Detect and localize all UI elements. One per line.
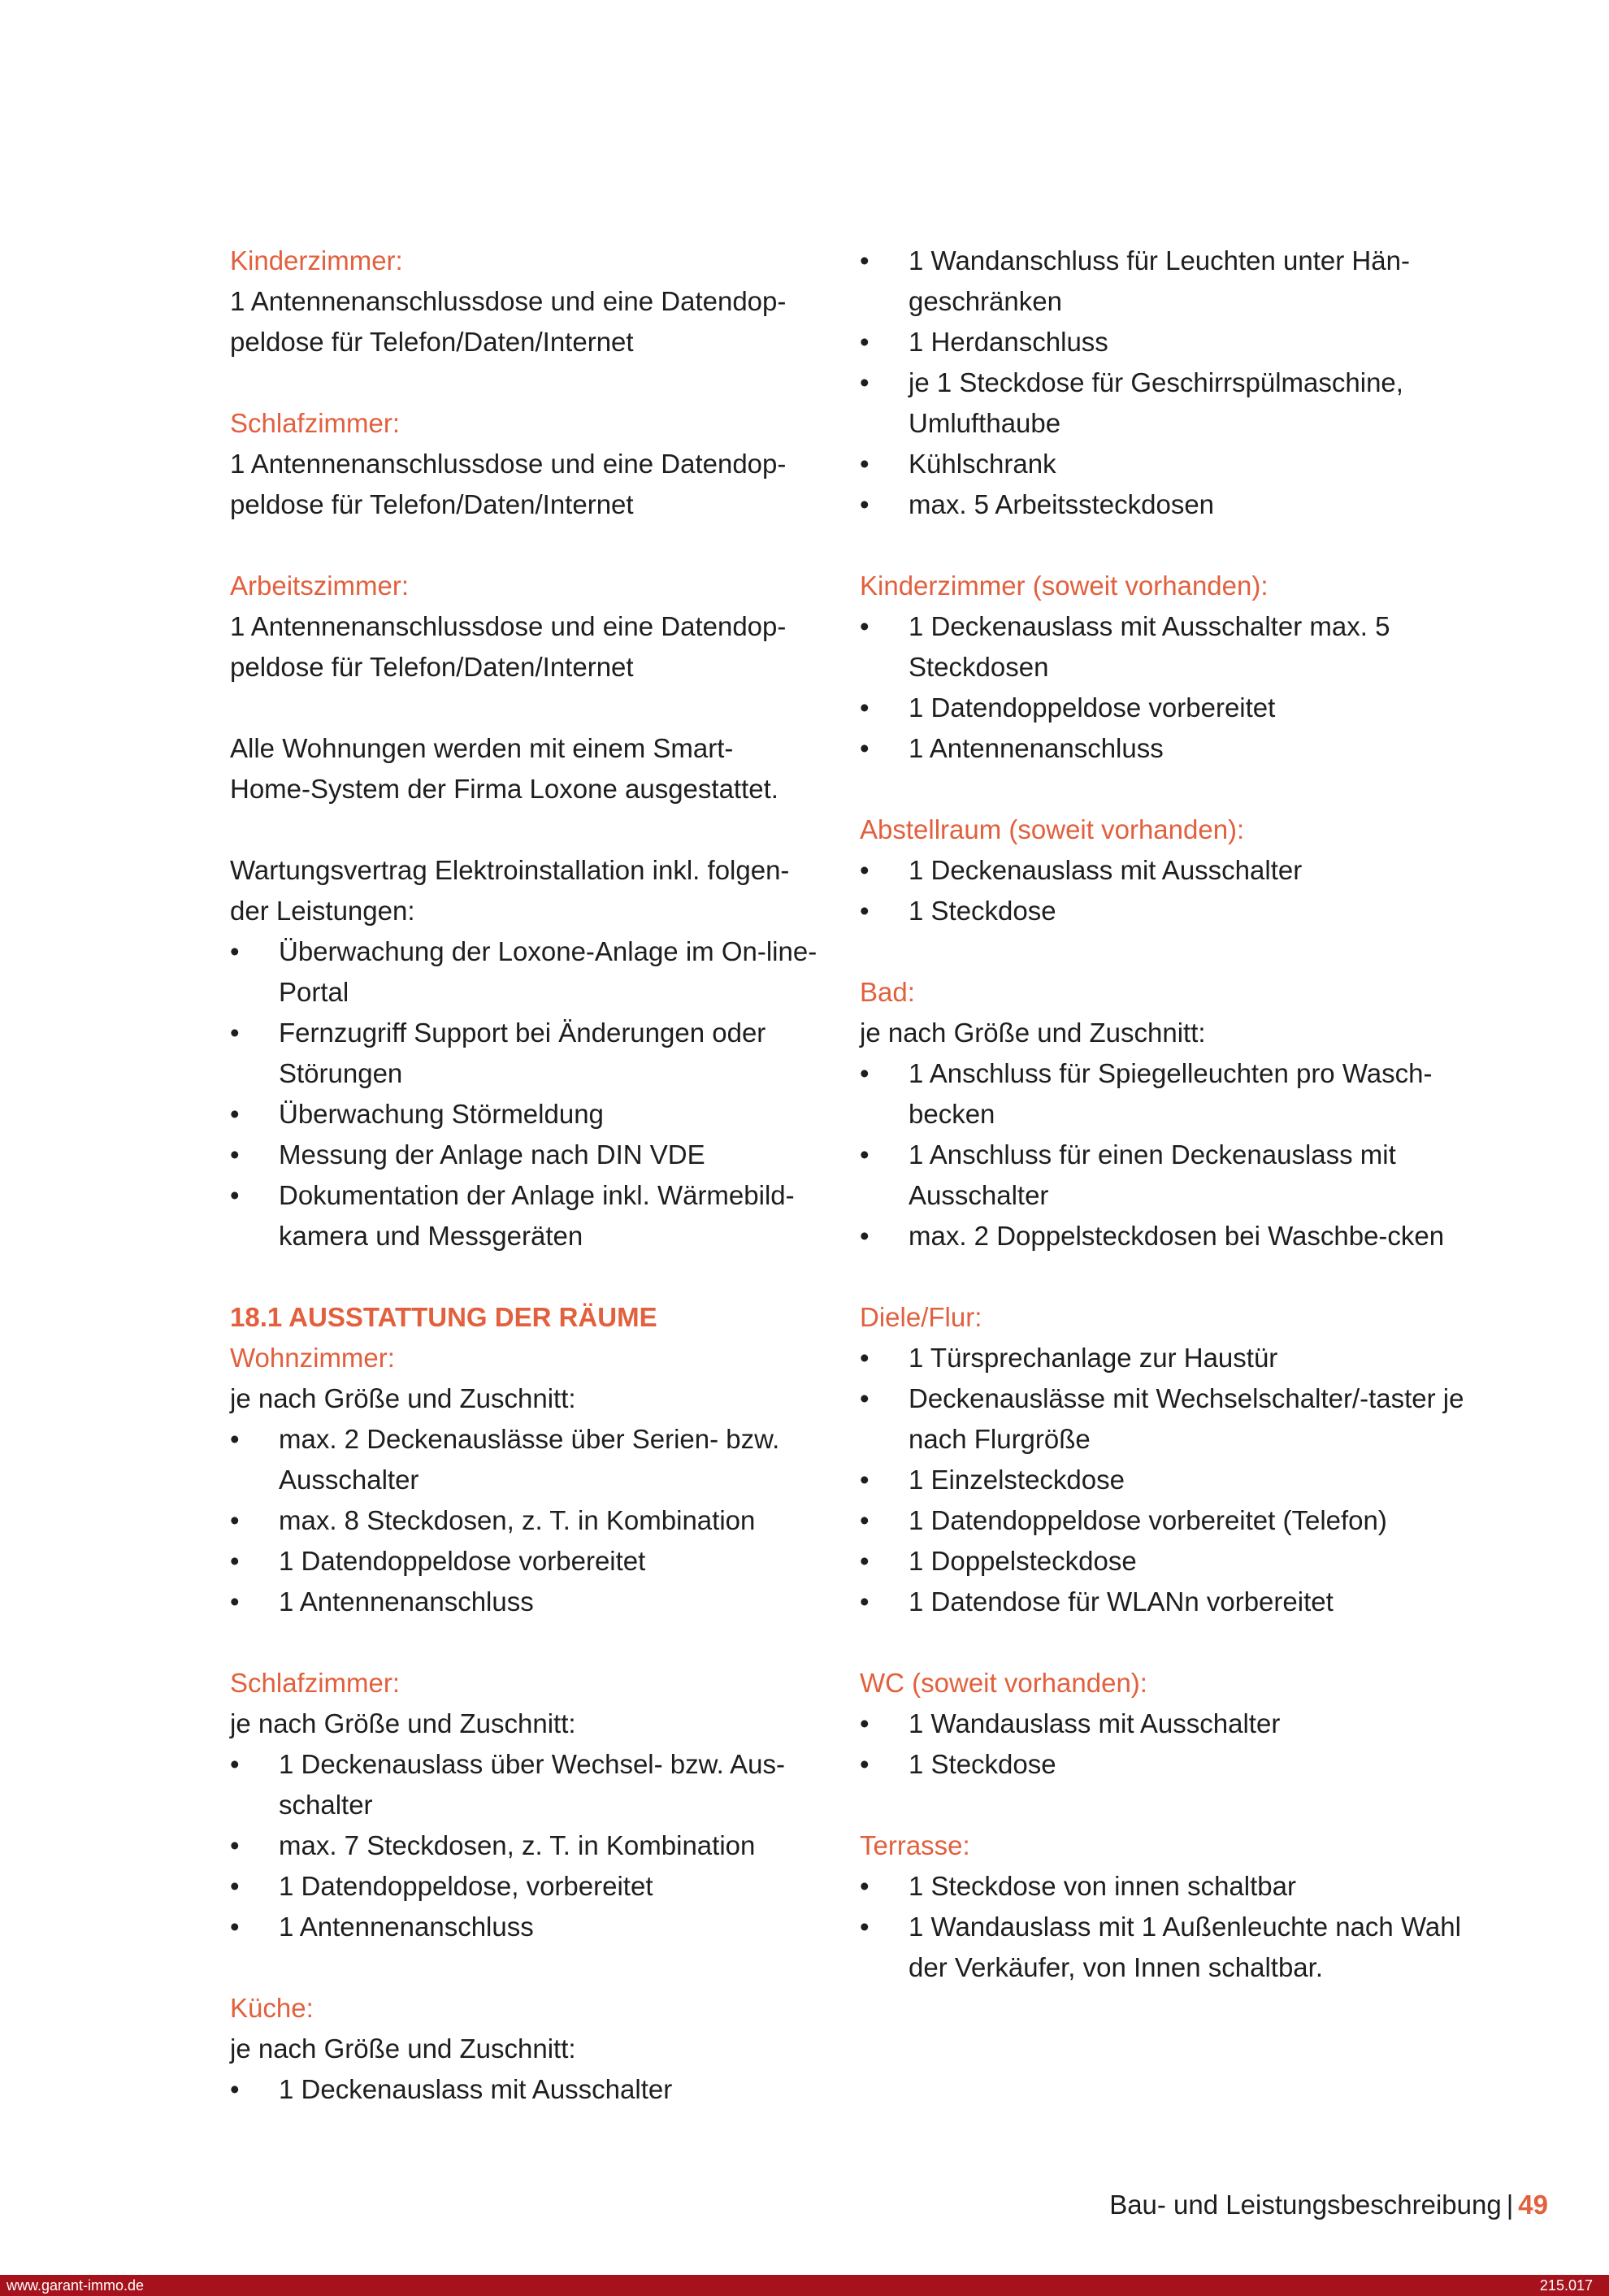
list-item: • Messung der Anlage nach DIN VDE [230,1135,831,1175]
kueche-heading: Küche: [230,1993,314,2023]
schlafzimmer2-block [230,1663,831,1947]
schlafzimmer2-list [230,1744,831,1947]
list-item: • Fernzugriff Support bei Änderungen oder Störungen [230,1013,831,1094]
left-column [230,241,831,2151]
list-item: • 1 Steckdose [860,891,1477,931]
kueche-list [230,2069,831,2110]
text-line: Wartungsvertrag Elektroinstallation inkl. folgen- [230,855,790,885]
kueche-cont-block [860,241,1477,525]
list-item: • 1 Steckdose von innen schaltbar [860,1866,1477,1907]
list-item: • 1 Steckdose [860,1744,1477,1785]
list-item: • max. 2 Deckenauslässe über Serien- bzw. Ausschalter [230,1419,831,1500]
list-item: • 1 Antennenanschluss [230,1907,831,1947]
arbeitszimmer-block [230,566,831,688]
wohnzimmer-list [230,1419,831,1622]
kueche-block [230,1988,831,2110]
kinderzimmer-right-block [860,566,1477,769]
list-item: • 1 Wandanschluss für Leuchten unter Hän-geschränken [860,241,1477,322]
wartung-list [230,931,831,1257]
list-item: • 1 Einzelsteckdose [860,1460,1477,1500]
bad-list [860,1053,1477,1257]
diele-heading: Diele/Flur: [860,1302,982,1332]
text-line: peldose für Telefon/Daten/Internet [230,327,634,357]
list-item: • max. 8 Steckdosen, z. T. in Kombination [230,1500,831,1541]
wc-heading: WC (soweit vorhanden): [860,1668,1147,1698]
text-line: Alle Wohnungen werden mit einem Smart- [230,733,734,763]
right-column [860,241,1477,2029]
list-item: • Dokumentation der Anlage inkl. Wärmebild-kamera und Messgeräten [230,1175,831,1257]
list-item: • 1 Datendose für WLANn vorbereitet [860,1582,1477,1622]
list-item: • 1 Deckenauslass mit Ausschalter max. 5 Steckdosen [860,606,1477,688]
kinderzimmer-block [230,241,831,362]
list-item: • je 1 Steckdose für Geschirrspülmaschine, Umlufthaube [860,362,1477,444]
abstellraum-list [860,850,1477,931]
list-item: • 1 Türsprechanlage zur Haustür [860,1338,1477,1378]
bad-block [860,972,1477,1257]
wc-block [860,1663,1477,1785]
schlafzimmer-block [230,403,831,525]
list-item: • max. 7 Steckdosen, z. T. in Kombination [230,1825,831,1866]
wohnzimmer-block [230,1297,831,1622]
text-line: peldose für Telefon/Daten/Internet [230,489,634,519]
section-title: 18.1 AUSSTATTUNG DER RÄUME [230,1302,657,1332]
footer-title [1109,2185,1548,2225]
intro-line: je nach Größe und Zuschnitt: [230,2033,576,2064]
page-number: 49 [1518,2190,1548,2220]
list-item: • 1 Antennenanschluss [230,1582,831,1622]
list-item: • 1 Anschluss für Spiegelleuchten pro Wasch-becken [860,1053,1477,1135]
diele-block [860,1297,1477,1622]
intro-line: je nach Größe und Zuschnitt: [230,1383,576,1413]
wc-list [860,1704,1477,1785]
text-line: 1 Antennenanschlussdose und eine Datendop- [230,611,787,641]
list-item: • max. 2 Doppelsteckdosen bei Waschbe-cken [860,1216,1477,1257]
terrasse-block [860,1825,1477,1988]
list-item: • max. 5 Arbeitssteckdosen [860,484,1477,525]
list-item: • 1 Wandauslass mit 1 Außenleuchte nach Wahl der Verkäufer, von Innen schaltbar. [860,1907,1477,1988]
terrasse-list [860,1866,1477,1988]
wartung-block [230,850,831,1257]
list-item: • 1 Doppelsteckdose [860,1541,1477,1582]
list-item: • 1 Herdanschluss [860,322,1477,362]
list-item: • Überwachung der Loxone-Anlage im On-line-Portal [230,931,831,1013]
list-item: • 1 Deckenauslass über Wechsel- bzw. Aus-schalter [230,1744,831,1825]
text-line: 1 Antennenanschlussdose und eine Datendop- [230,286,787,316]
text-line: peldose für Telefon/Daten/Internet [230,652,634,682]
kinderzimmer-right-heading: Kinderzimmer (soweit vorhanden): [860,571,1269,601]
abstellraum-block [860,809,1477,931]
terrasse-heading: Terrasse: [860,1830,970,1860]
bad-heading: Bad: [860,977,915,1007]
document-title: Bau- und Leistungsbeschreibung [1109,2190,1502,2220]
diele-list [860,1338,1477,1622]
list-item: • 1 Deckenauslass mit Ausschalter [860,850,1477,891]
intro-line: je nach Größe und Zuschnitt: [230,1708,576,1738]
website-url: www.garant-immo.de [7,2277,145,2294]
text-line: 1 Antennenanschlussdose und eine Datendop- [230,449,787,479]
schlafzimmer2-heading: Schlafzimmer: [230,1668,401,1698]
footer-separator: | [1506,2190,1514,2220]
list-item: • 1 Datendoppeldose, vorbereitet [230,1866,831,1907]
kinderzimmer-right-list [860,606,1477,769]
smarthome-block [230,728,831,809]
text-line: der Leistungen: [230,896,415,926]
text-line: Home-System der Firma Loxone ausgestattet. [230,774,778,804]
list-item: • Kühlschrank [860,444,1477,484]
list-item: • 1 Anschluss für einen Deckenauslass mit Ausschalter [860,1135,1477,1216]
list-item: • 1 Datendoppeldose vorbereitet (Telefon) [860,1500,1477,1541]
list-item: • Deckenauslässe mit Wechselschalter/-taster je nach Flurgröße [860,1378,1477,1460]
list-item: • 1 Datendoppeldose vorbereitet [860,688,1477,728]
schlafzimmer-heading: Schlafzimmer: [230,408,401,438]
list-item: • 1 Datendoppeldose vorbereitet [230,1541,831,1582]
intro-line: je nach Größe und Zuschnitt: [860,1018,1206,1048]
arbeitszimmer-heading: Arbeitszimmer: [230,571,410,601]
document-code: 215.017 [1539,2277,1593,2294]
kueche-cont-list [860,241,1477,525]
list-item: • Überwachung Störmeldung [230,1094,831,1135]
kinderzimmer-heading: Kinderzimmer: [230,245,403,276]
list-item: • 1 Deckenauslass mit Ausschalter [230,2069,831,2110]
wohnzimmer-heading: Wohnzimmer: [230,1343,395,1373]
list-item: • 1 Wandauslass mit Ausschalter [860,1704,1477,1744]
list-item: • 1 Antennenanschluss [860,728,1477,769]
abstellraum-heading: Abstellraum (soweit vorhanden): [860,814,1245,844]
bottom-bar [0,2275,1609,2296]
